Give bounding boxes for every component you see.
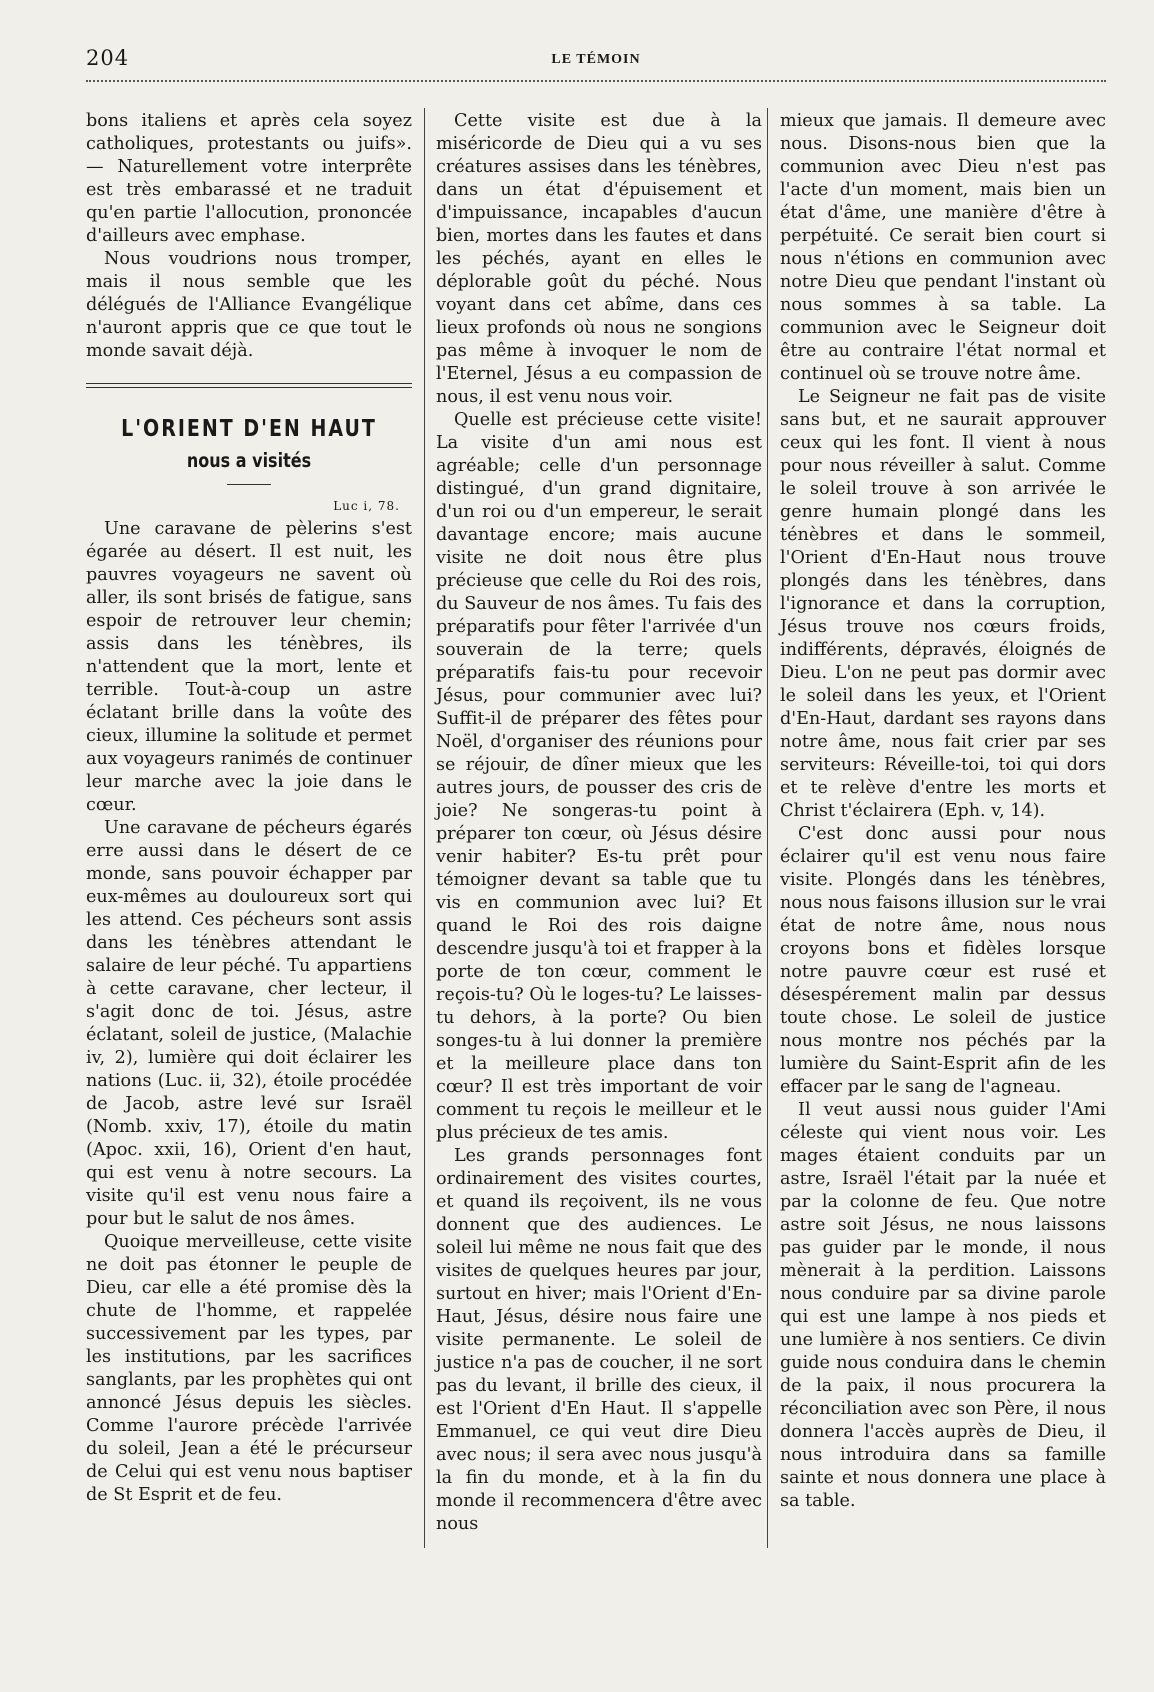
paragraph: Quoique merveilleuse, cette visite ne doit pas étonner le peuple de Dieu, car elle a été promise dès la chute de l'homme, et rappelée successivement par les types, par les institutions, par les sacrifices sanglants, par les prophètes qui ont annoncé Jésus depuis les siècles. Comme l'aurore précède l'arrivée du soleil, Jean a été le précurseur de Celui qui est venu nous baptiser de St Esprit et de feu. [86,1232,412,1505]
article-title: L'ORIENT D'EN HAUT [121,415,377,443]
header-rule [86,80,1106,85]
column-1 [86,110,412,1507]
paragraph: mieux que jamais. Il demeure avec nous. Disons-nous bien que la communion avec Dieu n'est pas l'acte d'un moment, mais bien un état d'âme, une manière d'être à perpétuité. Ce serait bien court si nous n'étions en communion avec notre Dieu que pendant l'instant où nous sommes à sa table. La communion avec le Seigneur doit être au contraire l'état normal et continuel où se trouve notre âme. [780,111,1106,384]
paragraph: C'est donc aussi pour nous éclairer qu'il est venu nous faire visite. Plongés dans les ténèbres, nous nous faisons illusion sur le vrai état de notre âme, nous nous croyons bons et fidèles lorsque notre pauvre cœur est rusé et désespérement malin par dessus toute chose. Le soleil de justice nous montre nos péchés par la lumière du Saint-Esprit afin de les effacer par le sang de l'agneau. [780,824,1106,1097]
paragraph: Le Seigneur ne fait pas de visite sans but, et ne saurait approuver ceux qui les font. Il vient à nous pour nous réveiller à salut. Comme le soleil trouve à son arrivée le genre humain plongé dans les ténèbres et dans le sommeil, l'Orient d'En-Haut nous trouve plongés dans les ténèbres, dans l'ignorance et dans la corruption, Jésus trouve nos cœurs froids, indifférents, dépravés, éloignés de Dieu. L'on ne peut pas dormir avec le soleil dans les yeux, et l'Orient d'En-Haut, dardant ses rayons dans notre âme, nous fait crier par ses serviteurs: Réveille-toi, toi qui dors et te relève d'entre les morts et Christ t'éclairera (Eph. v, 14). [780,387,1106,821]
paragraph: Il veut aussi nous guider l'Ami céleste qui vient nous voir. Les mages étaient conduits par un astre, Israël l'était par la nuée et par la colonne de feu. Que notre astre soit Jésus, ne nous laissons pas guider par le monde, il nous mènerait à la perdition. Laissons nous conduire par sa divine parole qui est une lampe à nos pieds et une lumière à nos sentiers. Ce divin guide nous conduira dans le chemin de la paix, il nous procurera la réconciliation avec son Père, il nous donnera l'accès auprès de Dieu, il nous introduira dans sa famille sainte et nous donnera une place à sa table. [780,1100,1106,1511]
paragraph: Cette visite est due à la miséricorde de Dieu qui a vu ses créatures assises dans les ténèbres, dans un état d'épuisement et d'impuissance, incapables d'aucun bien, mortes dans les fautes et dans les péchés, ayant en elles le déplorable goût du péché. Nous voyant dans cet abîme, dans ces lieux profonds où nous ne songions pas même à invoquer le nom de l'Eternel, Jésus a eu compassion de nous, il est venu nous voir. [436,111,762,407]
paragraph: Quelle est précieuse cette visite! La visite d'un ami nous est agréable; celle d'un personnage distingué, d'un grand dignitaire, d'un roi ou d'un empereur, le serait davantage encore; mais aucune visite ne doit nous être plus précieuse que celle du Roi des rois, du Sauveur de nos âmes. Tu fais des préparatifs pour fêter l'arrivée d'un souverain de la terre; quels préparatifs fais-tu pour recevoir Jésus, pour communier avec lui? Suffit-il de préparer des fêtes pour Noël, d'organiser des réunions pour se réjouir, de dîner mieux que les autres jours, de pousser des cris de joie? Ne songeras-tu point à préparer ton cœur, où Jésus désire venir habiter? Es-tu prêt pour témoigner devant sa table que tu vis en communion avec lui? Et quand le Roi des rois daigne descendre jusqu'à toi et frapper à la porte de ton cœur, comment le reçois-tu? Où le loges-tu? Le laisses-tu dehors, à la porte? Ou bien songes-tu à lui donner la première et la meilleure place dans ton cœur? Il est très important de voir comment tu reçois le meilleur et le plus précieux de tes amis. [436,410,762,1143]
article-subtitle: nous a visités [186,449,312,472]
column-divider [424,108,425,1548]
paragraph: Nous voudrions nous tromper, mais il nous semble que les délégués de l'Alliance Evangélique n'auront appris que ce que tout le monde savait déjà. [86,249,412,361]
paragraph: bons italiens et après cela soyez catholiques, protestants ou juifs». — Naturellement votre interprête est très embarassé et ne traduit qu'en partie l'allocution, prononcée d'ailleurs avec emphase. [86,111,412,246]
scripture-reference: Luc i, 78. [333,499,400,513]
column-3 [780,110,1106,1513]
column-2 [436,110,762,1536]
page-number: 204 [86,46,130,70]
paragraph: Une caravane de pécheurs égarés erre aussi dans le désert de ce monde, sans pouvoir échapper par eux-mêmes au douloureux sort qui les attend. Ces pécheurs sont assis dans les ténèbres attendant le salaire de leur péché. Tu appartiens à cette caravane, cher lecteur, il s'agit donc de toi. Jésus, astre éclatant, soleil de justice, (Malachie iv, 2), lumière qui doit éclairer les nations (Luc. ii, 32), étoile procédée de Jacob, astre levé sur Israël (Nomb. xxiv, 17), étoile du matin (Apoc. xxii, 16), Orient d'en haut, qui est venu à notre secours. La visite qu'il est venu nous faire a pour but le salut de nos âmes. [86,818,412,1229]
section-divider [86,383,412,388]
running-title: LE TÉMOIN [551,52,641,67]
page-header [86,46,1106,76]
paragraph: Une caravane de pèlerins s'est égarée au désert. Il est nuit, les pauvres voyageurs ne savent où aller, ils sont brisés de fatigue, sans espoir de retrouver leur chemin; assis dans les ténèbres, ils n'attendent que la mort, lente et terrible. Tout-à-coup un astre éclatant brille dans la voûte des cieux, illumine la solitude et permet aux voyageurs ranimés de continuer leur marche avec la joie dans le cœur. [86,519,412,815]
paragraph: Les grands personnages font ordinairement des visites courtes, et quand ils reçoivent, ils ne vous donnent que des audiences. Le soleil lui même ne nous fait que des visites de quelques heures par jour, surtout en hiver; mais l'Orient d'En-Haut, Jésus, désire nous faire une visite permanente. Le soleil de justice n'a pas de coucher, il ne sort pas du levant, il brille des cieux, il est l'Orient d'En Haut. Il s'appelle Emmanuel, ce qui veut dire Dieu avec nous; il sera avec nous jusqu'à la fin du monde, et à la fin du monde il recommencera d'être avec nous [436,1146,762,1534]
column-divider [767,108,768,1548]
title-rule [227,484,271,485]
